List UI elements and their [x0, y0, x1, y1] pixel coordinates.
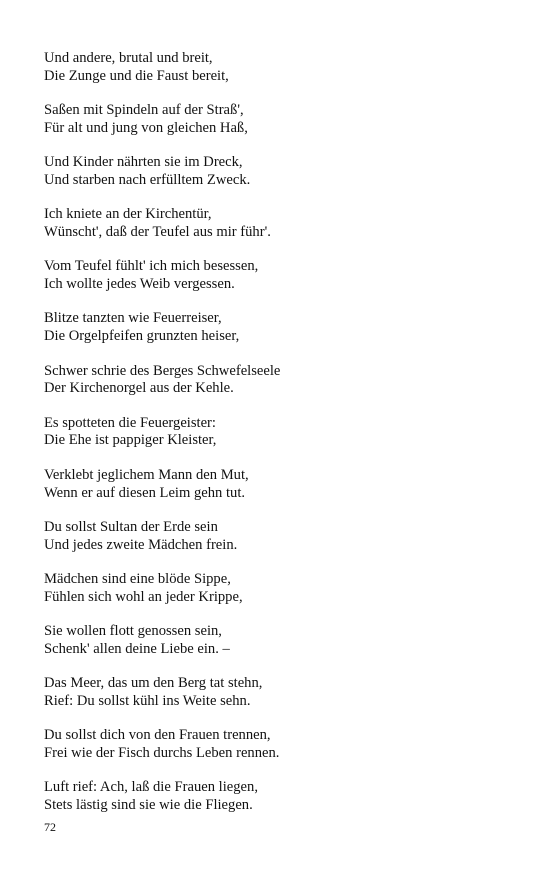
poem-line: Luft rief: Ach, laß die Frauen liegen, — [44, 779, 258, 796]
poem-line: Saßen mit Spindeln auf der Straß', — [44, 102, 244, 119]
poem-line: Die Ehe ist pappiger Kleister, — [44, 432, 217, 449]
poem-line: Rief: Du sollst kühl ins Weite sehn. — [44, 692, 251, 709]
poem-line: Die Zunge und die Faust bereit, — [44, 67, 229, 84]
stanza — [44, 571, 514, 607]
poem-body — [44, 50, 514, 831]
stanza — [44, 415, 514, 451]
poem-line: Ich kniete an der Kirchentür, — [44, 206, 212, 223]
stanza — [44, 675, 514, 711]
stanza — [44, 623, 514, 659]
poem-line: Du sollst dich von den Frauen trennen, — [44, 727, 271, 744]
stanza — [44, 310, 514, 346]
poem-line: Und Kinder nährten sie im Dreck, — [44, 154, 243, 171]
poem-line: Die Orgelpfeifen grunzten heiser, — [44, 328, 240, 345]
stanza — [44, 102, 514, 138]
poem-line: Schwer schrie des Berges Schwefelseele — [44, 362, 281, 379]
stanza — [44, 50, 514, 86]
poem-line: Vom Teufel fühlt' ich mich besessen, — [44, 258, 259, 275]
stanza — [44, 519, 514, 555]
poem-line: Und andere, brutal und breit, — [44, 50, 213, 66]
stanza — [44, 467, 514, 503]
poem-line: Frei wie der Fisch durchs Leben rennen. — [44, 745, 280, 762]
poem-line: Blitze tanzten wie Feuerreiser, — [44, 310, 222, 327]
stanza — [44, 154, 514, 190]
page-number: 72 — [44, 820, 56, 834]
stanza — [44, 206, 514, 242]
poem-line: Verklebt jeglichem Mann den Mut, — [44, 466, 249, 483]
poem-line: Ich wollte jedes Weib vergessen. — [44, 276, 235, 293]
stanza — [44, 363, 514, 399]
poem-line: Stets lästig sind sie wie die Fliegen. — [44, 797, 253, 814]
stanza — [44, 779, 514, 815]
poem-line: Mädchen sind eine blöde Sippe, — [44, 570, 231, 587]
poem-line: Der Kirchenorgel aus der Kehle. — [44, 380, 234, 397]
poem-line: Schenk' allen deine Liebe ein. – — [44, 640, 230, 657]
stanza — [44, 727, 514, 763]
poem-line: Fühlen sich wohl an jeder Krippe, — [44, 588, 243, 605]
poem-line: Wenn er auf diesen Leim gehn tut. — [44, 484, 246, 501]
poem-line: Sie wollen flott genossen sein, — [44, 623, 222, 640]
poem-line: Es spotteten die Feuergeister: — [44, 414, 216, 431]
poem-line: Das Meer, das um den Berg tat stehn, — [44, 675, 263, 692]
poem-line: Und starben nach erfülltem Zweck. — [44, 171, 251, 188]
poem-line: Für alt und jung von gleichen Haß, — [44, 119, 248, 136]
poem-line: Wünscht', daß der Teufel aus mir führ'. — [44, 224, 271, 241]
poem-line: Und jedes zweite Mädchen frein. — [44, 536, 238, 553]
poem-line: Du sollst Sultan der Erde sein — [44, 518, 218, 535]
stanza — [44, 258, 514, 294]
